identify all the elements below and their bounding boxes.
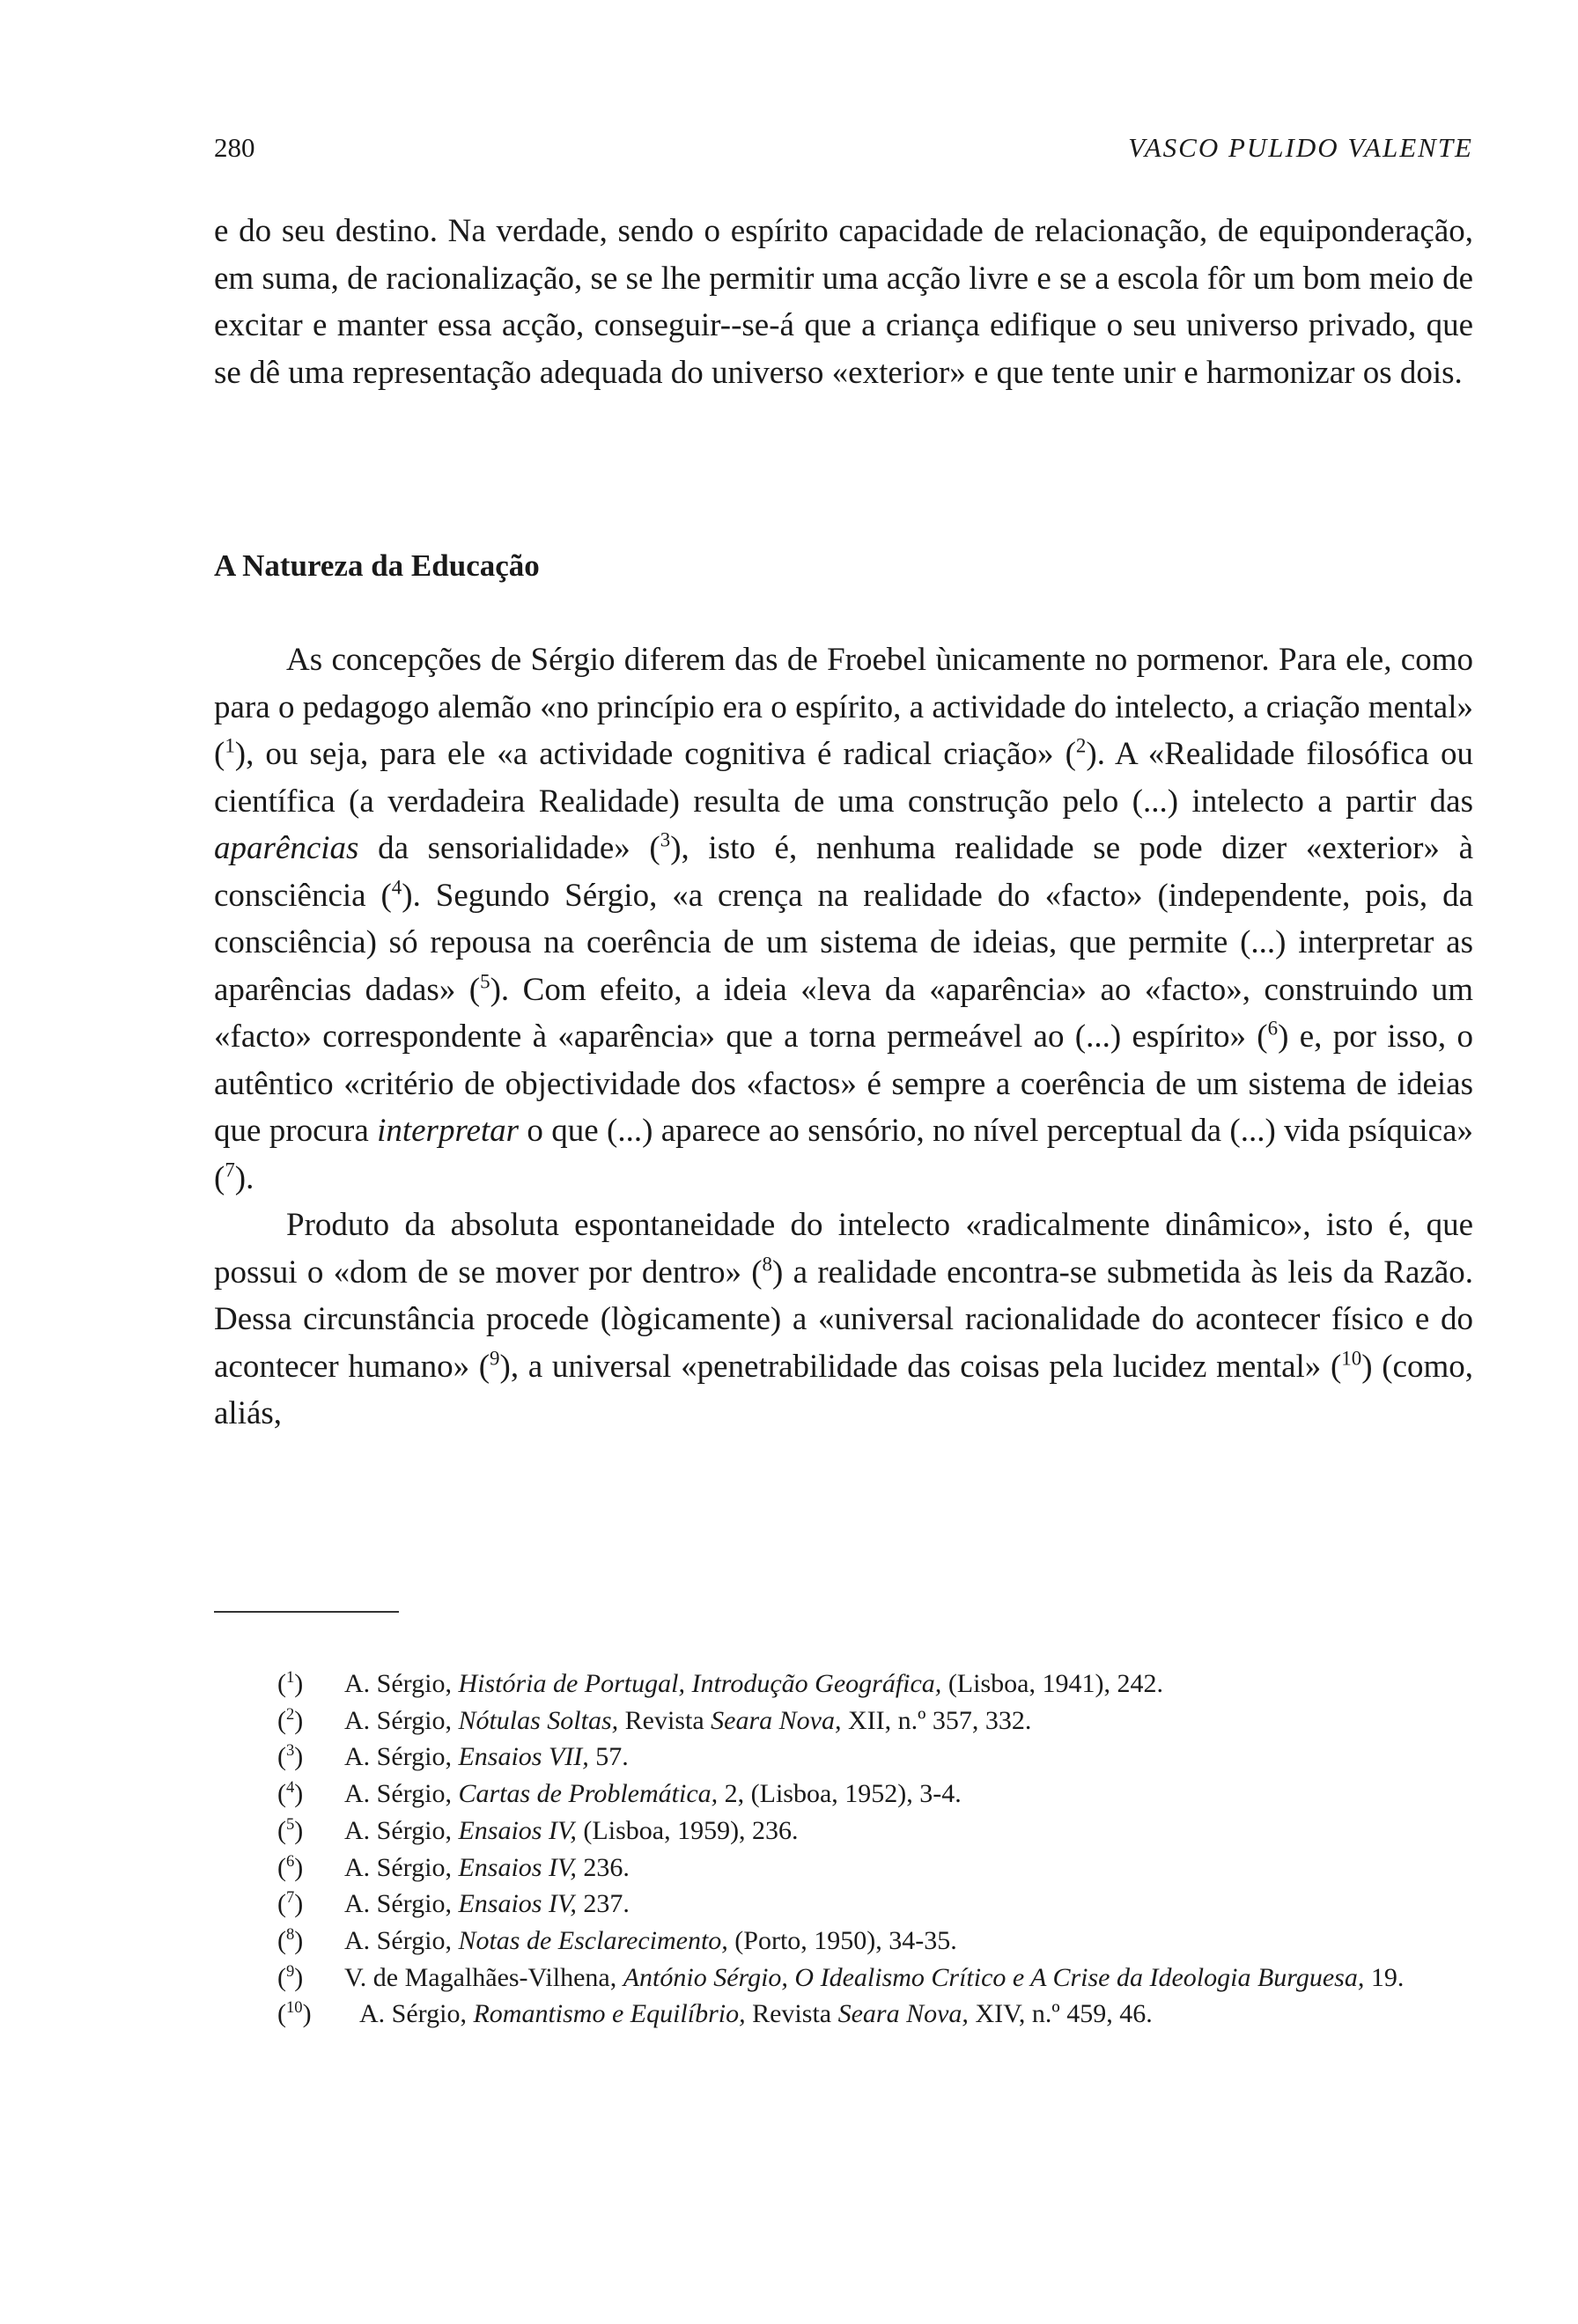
footnote-mark: ($^{10}$) [277,1998,312,2029]
paragraph-1 [214,636,1473,1202]
italic-run: aparências [214,830,359,866]
footnote [214,1666,1473,1703]
text-run: ) e, por isso, o autêntico «critério de objectividade dos «factos» é sempre a coerência de um sistema de ideias que procura [214,1019,1473,1149]
footnote-text: A. Sérgio, [344,1779,459,1809]
footnote-title: Ensaios IV, [458,1852,577,1882]
footnote-text: 2, (Lisboa, 1952), 3-4. [718,1779,962,1809]
footnote-title: Nótulas Soltas, [458,1705,619,1735]
footnote-text: A. Sérgio, [344,1705,459,1735]
footnote-mark: ($^5$) [277,1814,304,1845]
footnote [214,1776,1473,1813]
footnote-title: História de Portugal, Introdução Geográfica, [458,1669,942,1698]
footnote-text: A. Sérgio, [344,1925,459,1955]
footnote [214,1703,1473,1739]
footnote-mark: ($^3$) [277,1741,304,1772]
text-run: ). A «Realidade filosófica ou científica (a verdadeira Realidade) resulta de uma construção pelo (...) intelecto a partir das [214,736,1473,820]
text-run: ) a realidade encontra-se submetida às leis da Razão. Dessa circunstância procede (lògicamente) a «universal racionalidade do acontecer físico e do acontecer humano» ( [214,1254,1473,1385]
text-run: ) (como, aliás, [214,1348,1473,1431]
italic-run: interpretar [377,1113,520,1149]
footnote-title: António Sérgio, O Idealismo Crítico e A Crise da Ideologia Burguesa, [623,1962,1365,1992]
footnote-text: XII, n.º 357, 332. [841,1705,1032,1735]
footnote-text: V. de Magalhães-Vilhena, [344,1962,623,1992]
intro-paragraph: e do seu destino. Na verdade, sendo o espírito capacidade de relacionação, de equiponderação, em suma, de racionalização, se se lhe permitir uma acção livre e se a escola fôr um bom meio de excitar e manter essa acção, conseguir--se-á que a criança edifique o seu universo privado, que se dê uma representação adequada do universo «exterior» e que tente unir e harmonizar os dois. [214,213,1473,391]
text-run: ). Com efeito, a ideia «leva da «aparência» ao «facto», construindo um «facto» correspondente à «aparência» que a torna permeável ao (...) espírito» ( [214,971,1473,1055]
footnote-text: A. Sérgio, [359,1999,474,2029]
footnote-ref: 2 [1075,734,1087,757]
footnote-number: 10 [286,1998,303,2018]
footnote [214,1996,1473,2033]
footnote-number: 3 [286,1741,295,1761]
footnote-number: 1 [286,1668,295,1687]
footnote-text: A. Sérgio, [344,1815,459,1845]
footnote-number: 2 [286,1704,295,1724]
footnote [214,1960,1473,1997]
footnote-ref: 7 [225,1158,235,1181]
footnote-text: A. Sérgio, [344,1852,459,1882]
footnote-number: 4 [286,1778,295,1798]
footnote-text: (Lisboa, 1941), 242. [941,1669,1163,1698]
footnote-title: Notas de Esclarecimento, [458,1925,728,1955]
footnote-title: Romantismo e Equilíbrio, [473,1999,746,2029]
footnote-mark: ($^6$) [277,1851,304,1882]
footnote-mark: ($^9$) [277,1961,304,1992]
footnote-text: A. Sérgio, [344,1669,459,1698]
paragraph-2 [214,1202,1473,1438]
section-heading: A Natureza da Educação [214,548,540,583]
footnote-title: Seara Nova, [837,1999,969,2029]
footnote-mark: ($^4$) [277,1778,304,1809]
footnote-text: 19. [1364,1962,1405,1992]
footnote-ref: 3 [660,828,671,851]
footnotes-list [214,1666,1473,2033]
footnote-text: A. Sérgio, [344,1742,459,1772]
text-run: ), a universal «penetrabilidade das coisas pela lucidez mental» ( [499,1348,1342,1385]
footnote-number: 8 [286,1924,295,1944]
footnote-ref: 5 [480,970,490,993]
footnote-text: XIV, n.º 459, 46. [968,1999,1153,2029]
intro-text-block [214,208,1473,396]
footnote-divider [214,1611,399,1613]
footnote-number: 6 [286,1851,295,1871]
footnote-title: Seara Nova, [711,1705,842,1735]
section-text-block [214,636,1473,1438]
footnote-title: Ensaios VII, [458,1742,589,1772]
page-number: 280 [214,132,255,163]
running-title: VASCO PULIDO VALENTE [1128,132,1473,163]
footnote-text: A. Sérgio, [344,1889,459,1919]
footnote-number: 9 [286,1961,295,1981]
footnote-mark: ($^2$) [277,1704,304,1735]
footnote-mark: ($^7$) [277,1888,304,1919]
footnote-ref: 10 [1341,1347,1362,1370]
footnote-ref: 9 [490,1347,500,1370]
text-run: da sensorialidade» ( [358,830,660,866]
footnote [214,1886,1473,1923]
text-run: ), isto é, nenhuma realidade se pode dizer «exterior» à consciência ( [214,830,1473,914]
text-run: o que (...) aparece ao sensório, no nível perceptual da (...) vida psíquica» ( [214,1113,1473,1196]
footnote [214,1739,1473,1776]
footnote-text: (Lisboa, 1959), 236. [576,1815,799,1845]
footnote [214,1850,1473,1886]
footnote-title: Ensaios IV, [458,1889,577,1919]
footnote-number: 5 [286,1814,295,1834]
footnote-ref: 8 [762,1253,773,1276]
footnote-text: (Porto, 1950), 34-35. [727,1925,957,1955]
text-run: As concepções de Sérgio diferem das de Froebel ùnicamente no pormenor. Para ele, como para o pedagogo alemão «no princípio era o espírito, a actividade do intelecto, a criação mental» ( [214,642,1473,772]
footnote-text: 236. [576,1852,630,1882]
footnote [214,1923,1473,1960]
footnote-mark: ($^1$) [277,1668,304,1698]
footnote-text: Revista [745,1999,838,2029]
footnote-ref: 1 [225,734,235,757]
footnote-ref: 6 [1267,1017,1279,1040]
footnote-number: 7 [286,1888,295,1908]
footnote-title: Ensaios IV, [458,1815,577,1845]
footnote-text: Revista [618,1705,712,1735]
text-run: Produto da absoluta espontaneidade do intelecto «radicalmente dinâmico», isto é, que possui o «dom de se mover por dentro» ( [214,1207,1473,1291]
text-run: ). [234,1159,254,1196]
footnote-mark: ($^8$) [277,1924,304,1955]
footnote-text: 237. [576,1889,630,1919]
text-run: ). Segundo Sérgio, «a crença na realidade do «facto» (independente, pois, da consciência) só repousa na coerência de um sistema de ideias, que permite (...) interpretar as aparências dadas» ( [214,877,1473,1008]
text-run: ), ou seja, para ele «a actividade cognitiva é radical criação» ( [234,736,1076,772]
footnote [214,1813,1473,1850]
footnote-ref: 4 [391,876,402,899]
running-header [214,132,1473,169]
footnote-title: Cartas de Problemática, [458,1779,719,1809]
footnote-text: 57. [588,1742,629,1772]
